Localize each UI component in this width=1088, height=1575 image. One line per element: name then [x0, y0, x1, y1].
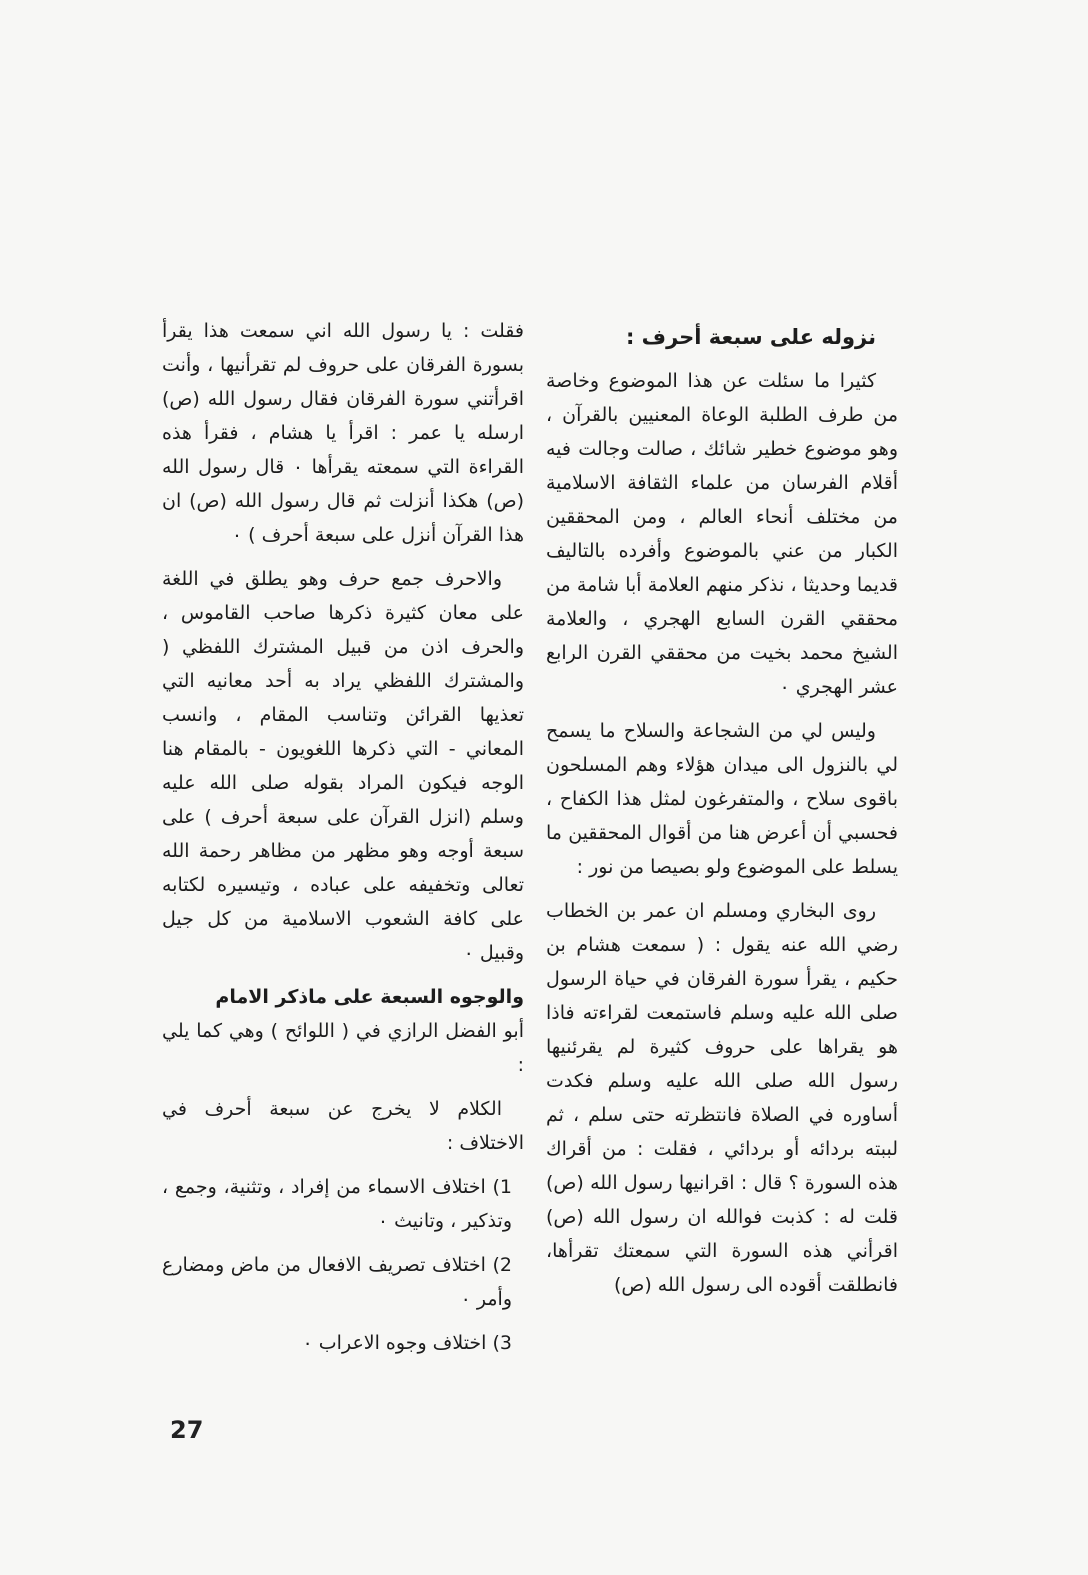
list-item: 1) اختلاف الاسماء من إفراد ، وتثنية، وجمع ، وتذكير ، وتانيث ٠ — [162, 1176, 512, 1232]
page-number: 27 — [170, 1416, 204, 1444]
paragraph: والاحرف جمع حرف وهو يطلق في اللغة على معان كثيرة ذكرها صاحب القاموس ، والحرف اذن من قبيل المشترك اللفظي ( والمشترك اللفظي يراد به أحد معانيه التي تعذيها القرائن وتناسب المقام ، وانسب المعاني - التي ذكرها اللغويون - بالمقام هنا الوجه فيكون المراد بقوله صلى الله عليه وسلم (انزل القرآن على سبعة أحرف ) على سبعة أوجه وهو مظهر من مظاهر رحمة الله تعالى وتخفيفه على عباده ، وتيسيره لكتابه على كافة الشعوب الاسلامية من كل جيل وقبيل ٠ — [162, 568, 524, 964]
paragraph: الكلام لا يخرج عن سبعة أحرف في الاختلاف : — [162, 1098, 524, 1154]
list-item: 2) اختلاف تصريف الافعال من ماض ومضارع وأمر ٠ — [162, 1254, 512, 1310]
right-column — [546, 320, 898, 1312]
paragraph: أبو الفضل الرازي في ( اللوائح ) وهي كما يلي : — [162, 1020, 524, 1076]
list-item: 3) اختلاف وجوه الاعراب ٠ — [302, 1332, 512, 1354]
paragraph: وليس لي من الشجاعة والسلاح ما يسمح لي بالنزول الى ميدان هؤلاء وهم المسلحون باقوى سلاح ، والمتفرغون لمثل هذا الكفاح ، فحسبي أن أعرض هنا من أقوال المحققين ما يسلط على الموضوع ولو بصيصا من نور : — [546, 720, 898, 878]
left-column — [162, 314, 524, 1370]
subheading: والوجوه السبعة على ماذكر الامام — [215, 986, 524, 1008]
paragraph: روى البخاري ومسلم ان عمر بن الخطاب رضي الله عنه يقول : ( سمعت هشام بن حكيم ، يقرأ سورة الفرقان في حياة الرسول صلى الله عليه وسلم فاستمعت لقراءته فاذا هو يقراها على حروف كثيرة لم يقرئنيها رسول الله صلى الله عليه وسلم فكدت أساوره في الصلاة فانتظرته حتى سلم ، ثم لببته بردائه أو بردائي ، فقلت : من أقراك هذه السورة ؟ قال : اقرانيها رسول الله (ص) قلت له : كذبت فوالله ان رسول الله (ص) اقرأني هذه السورة التي سمعتك تقرأها، فانطلقت أقوده الى رسول الله (ص) — [546, 900, 898, 1296]
section-heading: نزوله على سبعة أحرف : — [625, 325, 876, 349]
paragraph: كثيرا ما سئلت عن هذا الموضوع وخاصة من طرف الطلبة الوعاة المعنيين بالقرآن ، وهو موضوع خطير شائك ، صالت وجالت فيه أقلام الفرسان من علماء الثقافة الاسلامية من مختلف أنحاء العالم ، ومن المحققين الكبار من عني بالموضوع وأفرده بالتاليف قديما وحديثا ، نذكر منهم العلامة أبا شامة من محققي القرن السابع الهجري ، والعلامة الشيخ محمد بخيت من محققي القرن الرابع عشر الهجري ٠ — [546, 370, 898, 698]
paragraph: فقلت : يا رسول الله اني سمعت هذا يقرأ بسورة الفرقان على حروف لم تقرأنيها ، وأنت اقرأتني سورة الفرقان فقال رسول الله (ص) ارسله يا عمر : اقرأ يا هشام ، فقرأ هذه القراءة التي سمعته يقرأها ٠ قال رسول الله (ص) هكذا أنزلت ثم قال رسول الله (ص) ان هذا القرآن أنزل على سبعة أحرف ) ٠ — [162, 320, 524, 546]
